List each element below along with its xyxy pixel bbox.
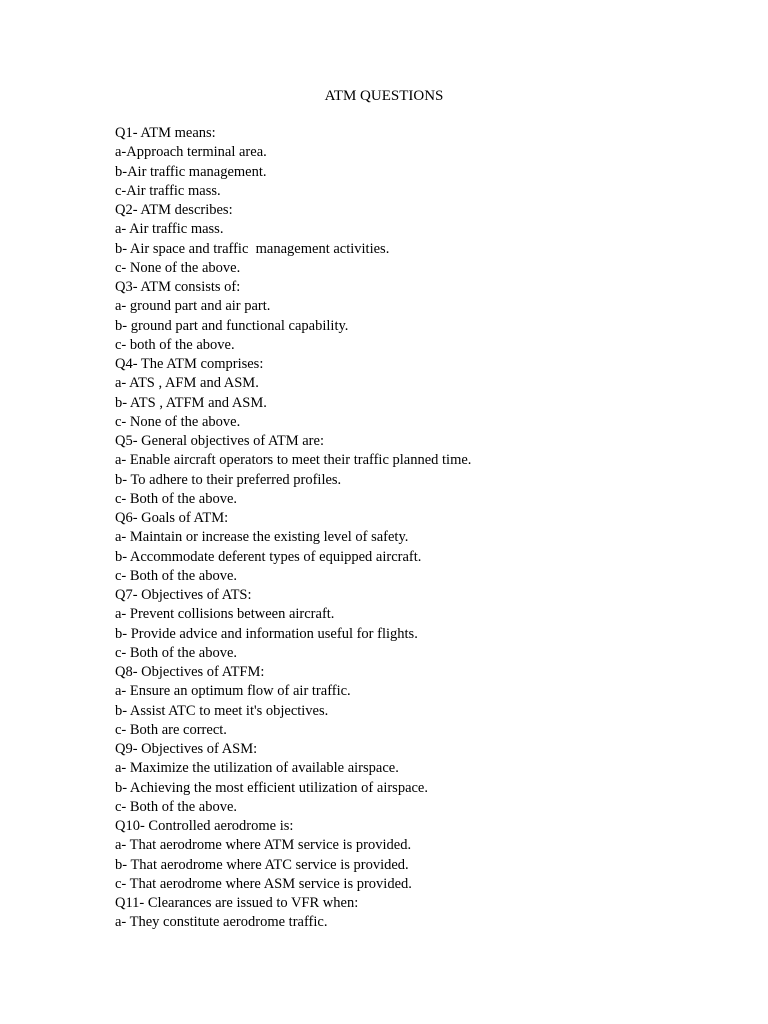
answer-option: a- Air traffic mass. (115, 221, 224, 238)
answer-option: c- Both are correct. (115, 721, 227, 738)
answer-option: c-Air traffic mass. (115, 182, 221, 199)
answer-option: a- Maintain or increase the existing level of safety. (115, 529, 409, 546)
question-text: Q10- Controlled aerodrome is: (115, 818, 294, 834)
answer-option: c- Both of the above. (115, 490, 238, 507)
answer-option: a- ground part and air part. (115, 298, 271, 315)
answer-option: a- That aerodrome where ATM service is provided. (115, 837, 412, 854)
answer-option: c- Both of the above. (115, 567, 238, 584)
answer-option: b- To adhere to their preferred profiles. (115, 471, 342, 488)
answer-option: a- Prevent collisions between aircraft. (115, 606, 335, 623)
question-text: Q5- General objectives of ATM are: (115, 433, 324, 449)
answer-option: b- Achieving the most efficient utilization of airspace. (115, 779, 428, 796)
answer-option: b- Accommodate deferent types of equipped aircraft. (115, 548, 422, 565)
answer-option: a- Maximize the utilization of available airspace. (115, 760, 399, 777)
answer-option: b-Air traffic management. (115, 163, 267, 180)
question-text: Q4- The ATM comprises: (115, 356, 264, 372)
answer-option: a- Ensure an optimum flow of air traffic. (115, 683, 351, 700)
answer-option: b- ATS , ATFM and ASM. (115, 394, 267, 411)
answer-option: a- Enable aircraft operators to meet their traffic planned time. (115, 452, 472, 469)
answer-option: b- Assist ATC to meet it's objectives. (115, 702, 329, 719)
answer-option: a-Approach terminal area. (115, 144, 267, 161)
question-text: Q7- Objectives of ATS: (115, 587, 252, 603)
answer-option: a- They constitute aerodrome traffic. (115, 914, 328, 931)
question-text: Q6- Goals of ATM: (115, 510, 229, 526)
question-list (115, 124, 735, 933)
answer-option: c- None of the above. (115, 413, 241, 430)
question-text: Q8- Objectives of ATFM: (115, 664, 265, 680)
answer-option: b- Air space and traffic management activities. (115, 240, 390, 257)
question-text: Q11- Clearances are issued to VFR when: (115, 895, 359, 911)
answer-option: b- That aerodrome where ATC service is provided. (115, 856, 409, 873)
answer-option: c- Both of the above. (115, 798, 238, 815)
document-title: ATM QUESTIONS (324, 88, 444, 104)
question-text: Q9- Objectives of ASM: (115, 741, 258, 757)
question-text: Q2- ATM describes: (115, 202, 233, 218)
answer-option: c- both of the above. (115, 336, 235, 353)
answer-option: c- None of the above. (115, 259, 241, 276)
answer-option: c- Both of the above. (115, 644, 238, 661)
answer-option: b- ground part and functional capability. (115, 317, 349, 334)
question-text: Q3- ATM consists of: (115, 279, 241, 295)
question-text: Q1- ATM means: (115, 125, 216, 141)
answer-option: c- That aerodrome where ASM service is provided. (115, 875, 412, 892)
answer-option: a- ATS , AFM and ASM. (115, 375, 259, 392)
answer-option: b- Provide advice and information useful for flights. (115, 625, 418, 642)
